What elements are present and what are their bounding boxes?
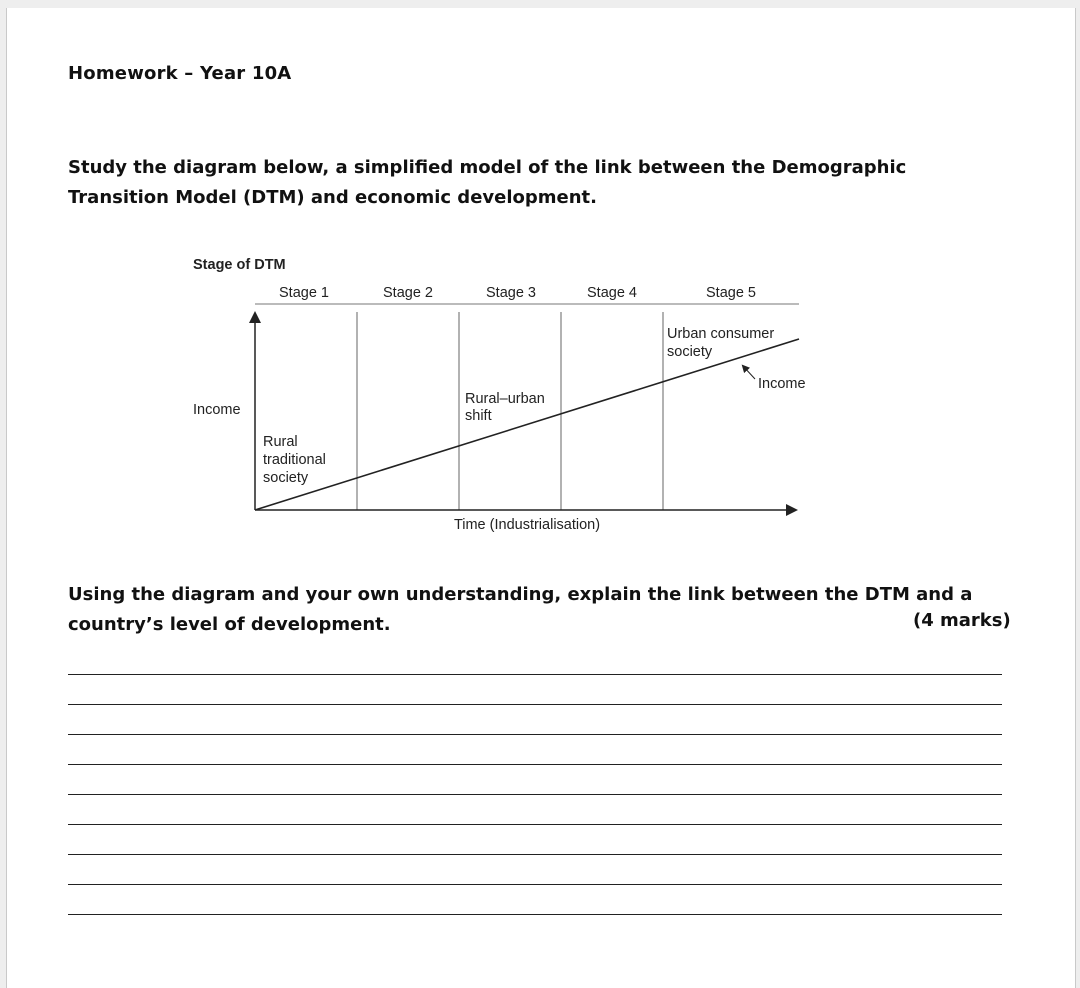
stage-label-5: Stage 5	[706, 285, 756, 301]
annotation-shift-2: shift	[465, 408, 492, 424]
annotation-shift-1: Rural–urban	[465, 391, 545, 407]
annotation-rural-1: Rural	[263, 434, 298, 450]
answer-line[interactable]	[68, 705, 1002, 735]
answer-line[interactable]	[68, 735, 1002, 765]
answer-line[interactable]	[68, 675, 1002, 705]
dtm-development-diagram	[185, 248, 825, 548]
stage-label-2: Stage 2	[383, 285, 433, 301]
worksheet-title: Homework – Year 10A	[68, 63, 292, 84]
x-axis-label: Time (Industrialisation)	[453, 517, 601, 533]
income-pointer-arrow	[743, 366, 755, 379]
income-trend-line	[255, 339, 799, 510]
question-text: Using the diagram and your own understanding, explain the link between the DTM and a country’s level of development.	[68, 584, 973, 635]
annotation-income-pointer: Income	[758, 376, 806, 392]
annotation-urban-1: Urban consumer	[667, 326, 775, 342]
stage-label-4: Stage 4	[587, 285, 637, 301]
answer-line[interactable]	[68, 825, 1002, 855]
annotation-rural-2: traditional	[263, 452, 326, 468]
answer-line[interactable]	[68, 855, 1002, 885]
stage-label-3: Stage 3	[486, 285, 536, 301]
answer-lines[interactable]	[68, 673, 1002, 915]
diagram-heading: Stage of DTM	[193, 257, 286, 273]
answer-line[interactable]	[68, 795, 1002, 825]
y-axis-label: Income	[193, 402, 241, 418]
instruction-text: Study the diagram below, a simplified model of the link between the Demographic Transition Model (DTM) and economic development.	[68, 157, 907, 208]
answer-line[interactable]	[68, 885, 1002, 915]
stage-label-1: Stage 1	[279, 285, 329, 301]
annotation-rural-3: society	[263, 470, 309, 486]
answer-line[interactable]	[68, 765, 1002, 795]
annotation-urban-2: society	[667, 344, 713, 360]
marks-label: (4 marks)	[913, 610, 1011, 631]
